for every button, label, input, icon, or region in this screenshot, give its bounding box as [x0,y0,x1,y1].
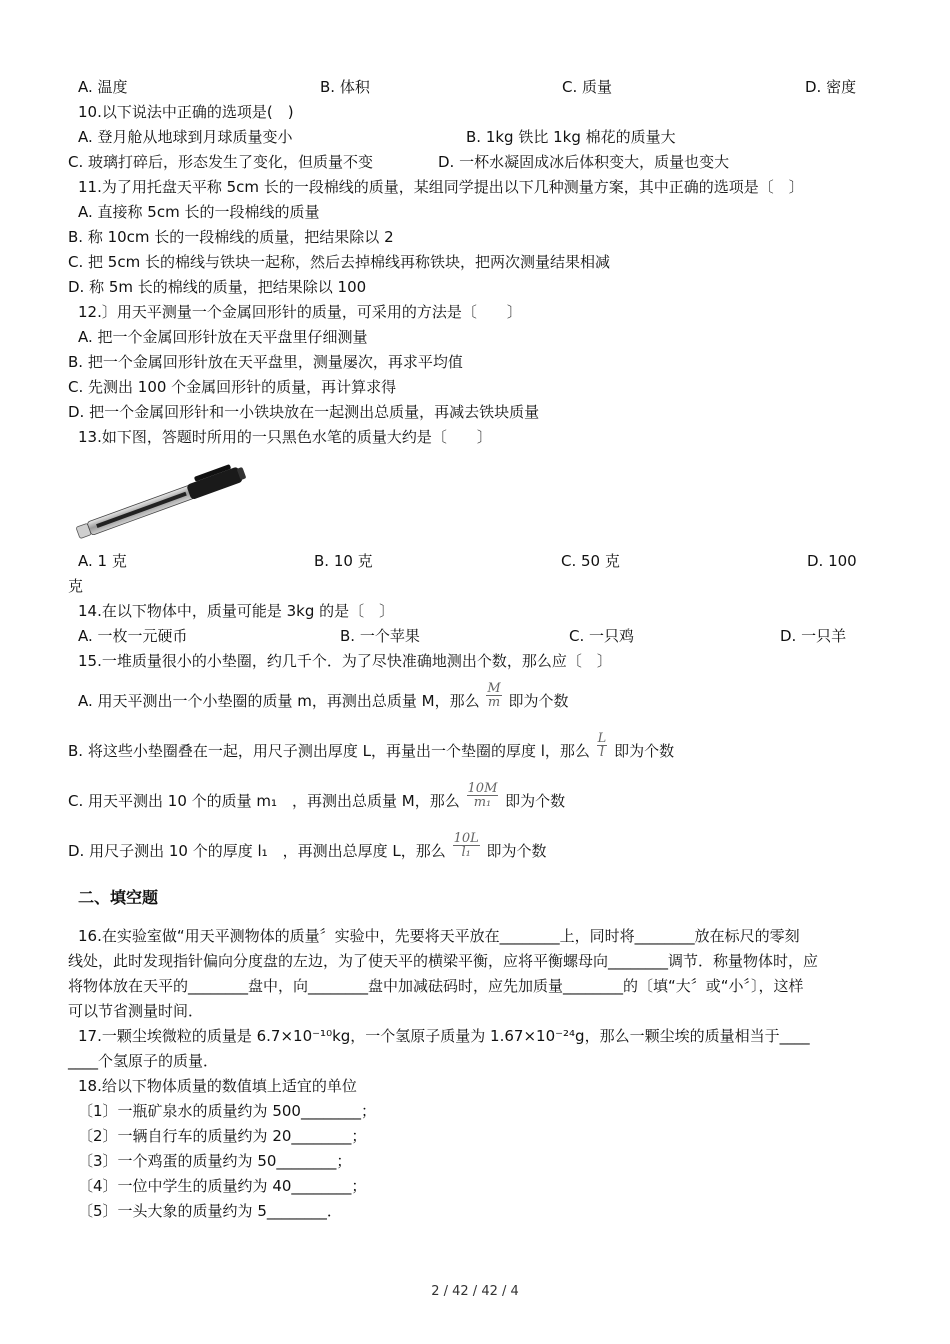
q17-line-1: 17.一颗尘埃微粒的质量是 6.7×10⁻¹⁰kg，一个氢原子质量为 1.67×10⁻²⁴g，那么一颗尘埃的质量相当于____ [78,1027,810,1045]
q11-stem: 11.为了用托盘天平称 5cm 长的一段棉线的质量，某组同学提出以下几种测量方案，其中正确的选项是〔 〕 [78,178,804,196]
q15-option-d-text: D. 用尺子测出 10 个的厚度 l₁ ，再测出总厚度 L，那么 [68,842,446,860]
q15-option-b [68,731,675,765]
q15-option-c [68,781,566,815]
q15-stem: 15.一堆质量很小的小垫圈，约几千个．为了尽快准确地测出个数，那么应〔 〕 [78,652,612,670]
q9-option-c: C. 质量 [562,78,613,96]
q18-item-3: 〔3〕一个鸡蛋的质量约为 50________； [78,1152,352,1170]
q14-option-b: B. 一个苹果 [340,627,420,645]
q13-option-d: D. 100 [807,552,857,570]
fraction-denominator: l₁ [461,845,471,860]
q9-option-a: A. 温度 [78,78,128,96]
q10-option-a: A. 登月舱从地球到月球质量变小 [78,128,293,146]
q17-line-2: ____个氢原子的质量． [68,1052,219,1070]
q16-line-3: 将物体放在天平的________盘中，向________盘中加减砝码时，应先加质量________的〔填“大〞或“小〞〕，这样 [68,977,804,995]
q14-option-c: C. 一只鸡 [569,627,635,645]
fraction-denominator: m [487,695,501,710]
page-number: 2 / 42 / 42 / 4 [431,1284,519,1299]
fraction-numerator: 10L [453,831,479,846]
q10-stem: 10.以下说法中正确的选项是( ) [78,103,294,121]
q15-option-a [78,681,569,715]
q18-item-4: 〔4〕一位中学生的质量约为 40________； [78,1177,367,1195]
q11-option-c: C. 把 5cm 长的棉线与铁块一起称，然后去掉棉线再称铁块，把两次测量结果相减 [68,253,610,271]
fraction-numerator: M [487,681,501,696]
q9-option-b: B. 体积 [320,78,370,96]
q18-stem: 18.给以下物体质量的数值填上适宜的单位 [78,1077,357,1095]
q15-option-c-suffix: 即为个数 [505,792,566,810]
q15-option-d-fraction [453,832,480,859]
q10-option-b: B. 1kg 铁比 1kg 棉花的质量大 [466,128,676,146]
q15-option-c-text: C. 用天平测出 10 个的质量 m₁ ，再测出总质量 M，那么 [68,792,460,810]
q16-line-2: 线处，此时发现指针偏向分度盘的左边，为了使天平的横梁平衡，应将平衡螺母向________调节．称量物体时，应 [68,952,819,970]
q10-option-d: D. 一杯水凝固成冰后体积变大，质量也变大 [438,153,730,171]
q18-item-5: 〔5〕一头大象的质量约为 5________． [78,1202,342,1220]
q11-option-d: D. 称 5m 长的棉线的质量，把结果除以 100 [68,278,367,296]
q12-option-c: C. 先测出 100 个金属回形针的质量，再计算求得 [68,378,397,396]
q15-option-d [68,831,547,865]
q14-option-a: A. 一枚一元硬币 [78,627,188,645]
q15-option-a-suffix: 即为个数 [508,692,569,710]
q15-option-c-fraction [467,782,499,809]
q16-line-1: 16.在实验室做“用天平测物体的质量〞实验中，先要将天平放在________上，同时将________放在标尺的零刻 [78,927,800,945]
q9-option-d: D. 密度 [805,78,857,96]
q14-option-d: D. 一只羊 [780,627,847,645]
fraction-denominator: m₁ [473,795,492,810]
q15-option-a-fraction [486,682,501,709]
q10-option-c: C. 玻璃打碎后，形态发生了变化，但质量不变 [68,153,374,171]
q15-option-b-text: B. 将这些小垫圈叠在一起，用尺子测出厚度 L，再量出一个垫圈的厚度 l，那么 [68,742,590,760]
q15-option-a-text: A. 用天平测出一个小垫圈的质量 m，再测出总质量 M，那么 [78,692,480,710]
q13-option-d-unit: 克 [68,577,84,595]
section-title: 二、填空题 [78,888,159,907]
q12-option-b: B. 把一个金属回形针放在天平盘里，测量屡次，再求平均值 [68,353,463,371]
q15-option-b-suffix: 即为个数 [614,742,675,760]
black-pen-image [72,455,247,540]
fraction-denominator: l [599,745,605,760]
q12-stem: 12.〕用天平测量一个金属回形针的质量，可采用的方法是〔 〕 [78,303,522,321]
q13-option-c: C. 50 克 [561,552,620,570]
q11-option-b: B. 称 10cm 长的一段棉线的质量，把结果除以 2 [68,228,394,246]
q15-option-d-suffix: 即为个数 [486,842,547,860]
q13-option-b: B. 10 克 [314,552,373,570]
q12-option-a: A. 把一个金属回形针放在天平盘里仔细测量 [78,328,368,346]
fraction-numerator: 10M [467,781,498,796]
q12-option-d: D. 把一个金属回形针和一小铁块放在一起测出总质量，再减去铁块质量 [68,403,540,421]
q18-item-2: 〔2〕一辆自行车的质量约为 20________； [78,1127,367,1145]
q13-option-a: A. 1 克 [78,552,127,570]
q13-stem: 13.如下图，答题时所用的一只黑色水笔的质量大约是〔 〕 [78,428,492,446]
q16-line-4: 可以节省测量时间． [68,1002,204,1020]
q18-item-1: 〔1〕一瓶矿泉水的质量约为 500________； [78,1102,376,1120]
fraction-numerator: L [597,731,607,746]
q14-stem: 14.在以下物体中，质量可能是 3kg 的是〔 〕 [78,602,395,620]
q11-option-a: A. 直接称 5cm 长的一段棉线的质量 [78,203,320,221]
q15-option-b-fraction [597,732,608,759]
